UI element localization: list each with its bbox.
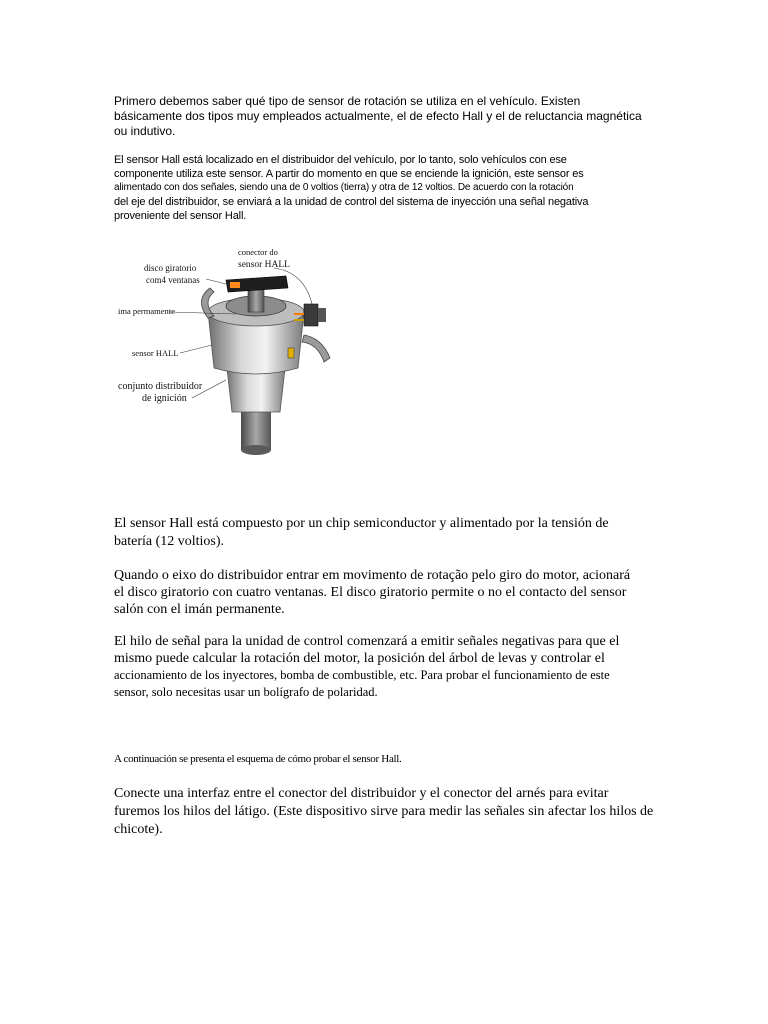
label-disco-giratorio: disco giratorio (144, 263, 197, 273)
label-conjunto-distribuidor: conjunto distribuidor (118, 381, 203, 392)
text-line: Quando o eixo do distribuidor entrar em movimento de rotação pelo giro do motor, acionará (114, 568, 631, 583)
label-com4-ventanas: com4 ventanas (146, 275, 200, 285)
text-line: alimentado con dos señales, siendo una de 0 voltios (tierra) y otra de 12 voltios. De acuerdo con la rotación (114, 182, 574, 193)
intro-paragraph (114, 94, 642, 139)
distributor-figure (108, 240, 358, 460)
label-de-ignicion: de ignición (142, 393, 187, 404)
hall-connector (304, 304, 318, 326)
text-line: furemos los hilos del látigo. (Este dispositivo sirve para medir las señales sin afectar los hilos de (114, 804, 654, 819)
shaft (241, 408, 271, 450)
text-line: El sensor Hall está compuesto por un chip semiconductor y alimentado por la tensión de (114, 516, 609, 531)
text-line: salón con el imán permanente. (114, 602, 285, 617)
text-line: El sensor Hall está localizado en el distribuidor del vehículo, por lo tanto, solo vehículos con ese (114, 154, 567, 166)
hilo-paragraph (114, 633, 619, 701)
rotor-contact (230, 282, 240, 288)
label-sensor-hall: sensor HALL (132, 348, 179, 358)
interfaz-paragraph (114, 785, 653, 839)
text-line: accionamiento de los inyectores, bomba de combustible, etc. Para probar el funcionamiento de este (114, 668, 610, 682)
chip-paragraph (114, 515, 609, 551)
text-line: ou indutivo. (114, 124, 176, 138)
text-line: sensor, solo necesitas usar un bolígrafo de polaridad. (114, 685, 378, 699)
text-line: El hilo de señal para la unidad de control comenzará a emitir señales negativas para que el (114, 634, 620, 649)
continuacion-paragraph (114, 752, 402, 766)
label-ima-permamente: ima permamente (118, 306, 175, 316)
text-line: chicote). (114, 822, 163, 837)
text-line: mismo puede calcular la rotación del motor, la posición del árbol de levas y controlar el (114, 651, 605, 666)
label-conector-do: conector do (238, 247, 278, 257)
text-line: componente utiliza este sensor. A partir do momento en que se enciende la ignición, este sensor es (114, 168, 584, 180)
hall-location-paragraph (114, 153, 588, 223)
clip-right (302, 335, 330, 362)
text-line: el disco giratorio con cuatro ventanas. El disco giratorio permite o no el contacto del sensor (114, 585, 627, 600)
text-line: básicamente dos tipos muy empleados actualmente, el de efecto Hall y el de reluctancia magnética (114, 109, 642, 123)
text-line: A continuación se presenta el esquema de cómo probar el sensor Hall. (114, 753, 402, 765)
text-line: proveniente del sensor Hall. (114, 210, 247, 222)
text-line: Conecte una interfaz entre el conector del distribuidor y el conector del arnés para evitar (114, 786, 609, 801)
text-line: del eje del distribuidor, se enviará a la unidad de control del sistema de inyección una señal negativa (114, 196, 589, 208)
eixo-paragraph (114, 567, 630, 618)
text-line: batería (12 voltios). (114, 534, 225, 549)
label-sensor-hall-connector: sensor HALL (238, 260, 290, 270)
text-line: Primero debemos saber qué tipo de sensor de rotación se utiliza en el vehículo. Existen (114, 94, 581, 108)
